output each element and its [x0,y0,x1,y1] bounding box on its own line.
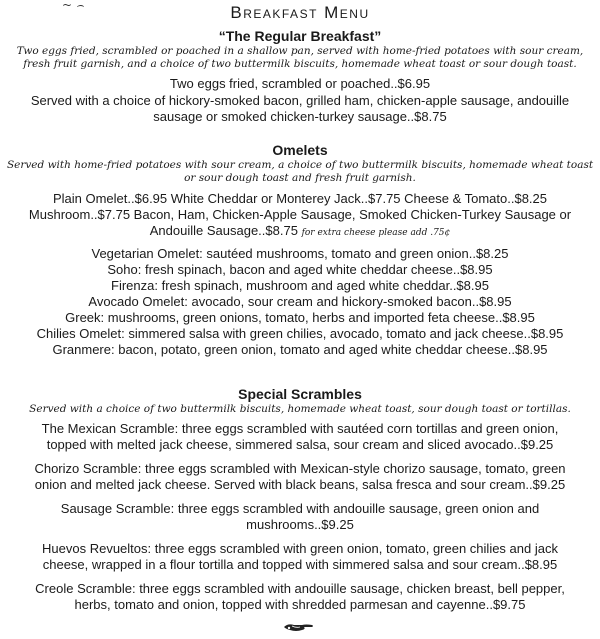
scramble-item-line: topped with melted jack cheese, simmered salsa, sour cream and sliced avocado..$9.25 [46,437,554,452]
scramble-item-line: The Mexican Scramble: three eggs scrambled with sautéed corn tortillas and green onion, [41,421,559,436]
omelet-item: Firenza: fresh spinach, mushroom and aged white cheddar..$8.95 [111,278,489,293]
scramble-item-line: Sausage Scramble: three eggs scrambled with andouille sausage, green onion and [60,501,540,516]
omelet-price-line: Mushroom..$7.75 Bacon, Ham, Chicken-Apple Sausage, Smoked Chicken-Turkey Sausage or [28,207,572,222]
extra-cheese-note: for extra cheese please add .75¢ [301,228,451,238]
scramble-item-line: Huevos Revueltos: three eggs scrambled with green onion, tomato, green chilies and jack [42,541,558,556]
regular-breakfast-description [0,45,600,71]
scramble-item-line: herbs, tomato and onion, topped with shredded parmesan and cayenne..$9.75 [74,597,526,612]
regular-breakfast-section [0,28,600,125]
omelet-item: Greek: mushrooms, green onions, tomato, herbs and imported feta cheese..$8.95 [65,310,535,325]
item-line: sausage or smoked chicken-turkey sausage..$8.75 [153,109,447,124]
omelet-price-line: Plain Omelet..$6.95 White Cheddar or Monterey Jack..$7.75 Cheese & Tomato..$8.25 [52,191,548,206]
omelet-item: Soho: fresh spinach, bacon and aged white cheddar cheese..$8.95 [107,262,493,277]
description-line: or sour dough toast and fresh fruit garnish. [184,172,416,184]
scrambles-section [0,386,600,621]
scrambles-title: Special Scrambles [238,386,362,402]
scramble-item-line: cheese, wrapped in a flour tortilla and topped with simmered salsa and sour cream..$8.95 [42,557,558,572]
scramble-item [0,461,600,493]
omelet-item: Vegetarian Omelet: sautéed mushrooms, tomato and green onion..$8.25 [91,246,509,261]
omelet-item: Chilies Omelet: simmered salsa with green chilies, avocado, tomato and jack cheese..$8.95 [36,326,564,341]
omelet-price-text: Andouille Sausage..$8.75 [149,223,298,238]
scramble-item-line: mushrooms..$9.25 [246,517,354,532]
omelet-item: Avocado Omelet: avocado, sour cream and hickory-smoked bacon..$8.95 [88,294,512,309]
scramble-list [0,421,600,613]
description-line: fresh fruit garnish, and a choice of two buttermilk biscuits, homemade wheat toast or sour dough toast. [23,58,577,70]
menu-title: Breakfast Menu [230,3,370,22]
omelet-item: Granmere: bacon, potato, green onion, tomato and aged white cheddar cheese..$8.95 [52,342,548,357]
scramble-item [0,541,600,573]
scrambles-description: Served with a choice of two buttermilk biscuits, homemade wheat toast, sour dough toast or tortillas. [29,403,571,415]
menu-item: Two eggs fried, scrambled or poached..$6.95 [169,76,431,91]
omelets-title: Omelets [272,142,328,158]
scramble-item [0,421,600,453]
omelets-description [0,159,600,185]
regular-breakfast-title: “The Regular Breakfast” [218,28,382,44]
menu-item [0,93,600,125]
scramble-item-line: onion and melted jack cheese. Served with black beans, salsa fresca and sour cream..$9.25 [34,477,566,492]
pointing-hand-icon [282,617,316,635]
scramble-item-line: Chorizo Scramble: three eggs scrambled with Mexican-style chorizo sausage, tomato, green [34,461,566,476]
item-line: Served with a choice of hickory-smoked bacon, grilled ham, chicken-apple sausage, andouille [30,93,570,108]
top-ornament: ~ ⌢ [62,0,84,12]
omelet-list [0,246,600,358]
scramble-item [0,581,600,613]
description-line: Two eggs fried, scrambled or poached in a shallow pan, served with home-fried potatoes with sour cream, [16,45,584,57]
scramble-item [0,501,600,533]
omelet-price-line [0,223,600,241]
scramble-item-line: Creole Scramble: three eggs scrambled with andouille sausage, chicken breast, bell pepper, [35,581,565,596]
description-line: Served with home-fried potatoes with sour cream, a choice of two buttermilk biscuits, homemade wheat toast [6,159,594,171]
omelets-section [0,142,600,358]
